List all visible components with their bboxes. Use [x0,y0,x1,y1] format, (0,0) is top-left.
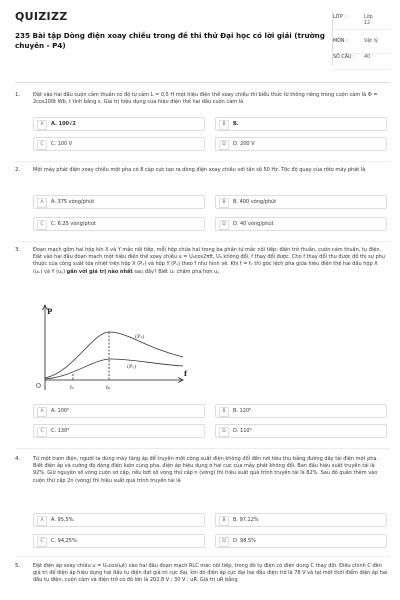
option-c[interactable] [33,534,205,548]
option-text: A. 95,5%. [51,516,75,523]
f0-label: f₀ [106,385,110,391]
option-text: A. 100√2 [51,120,76,127]
y-axis-label: P [47,307,53,316]
question-divider [15,161,390,162]
option-text: B. 97,12% [233,516,259,523]
info-row-count [333,52,391,70]
question-divider [15,556,390,557]
curve-px [45,332,183,378]
option-c[interactable] [33,137,205,151]
question-number: 5. [15,563,21,569]
info-value: 40 [364,55,371,60]
power-frequency-graph [33,302,193,397]
option-text: B. 120⁰. [233,407,253,414]
option-text: D. 40 vòng/phút [233,220,274,227]
option-letter: D [219,537,229,547]
option-text: A. 100⁰ [51,407,70,414]
question-number: 4. [15,456,21,462]
option-letter: C [37,140,47,150]
option-b[interactable] [215,195,387,209]
info-value: Vật lý [364,39,378,44]
worksheet-header [0,0,400,80]
info-label: SỐ CÂU : [333,55,355,60]
option-text: D. 200 V [233,140,255,147]
info-label: MÔN : [333,39,348,44]
option-text: B. [233,120,239,127]
option-a[interactable] [33,513,205,527]
info-label: LỚP : [333,15,347,20]
option-letter: C [37,427,47,437]
option-c[interactable] [33,424,205,438]
option-letter: C [37,220,47,230]
option-text: B. 400 vòng/phút [233,198,277,205]
option-text: C. 100 V [51,140,73,147]
option-text: C. 130⁰ [51,427,70,434]
option-b[interactable] [215,117,387,131]
question-text [33,247,388,276]
question-number: 1. [15,92,21,98]
option-letter: A [37,516,47,526]
option-text: D. 110⁰ [233,427,252,434]
option-letter: B [219,120,229,130]
option-a[interactable] [33,404,205,418]
option-letter: B [219,516,229,526]
option-letter: A [37,407,47,417]
info-value: Lớp 12 [364,15,373,26]
option-text: C. 94,25%. [51,537,79,544]
question-text: Một máy phát điện xoay chiều một pha có 8 cặp cực tạo ra dòng điện xoay chiều với tần số 50 Hz. Tốc độ quay của rôto máy phát là [33,167,366,173]
option-a[interactable] [33,117,205,131]
option-letter: A [37,120,47,130]
question-number: 2. [15,167,21,173]
question-text-main: Đoạn mạch gồm hai hộp kín X và Y mắc nối tiếp, mỗi hộp chứa hai trong ba phần tử mắc nối tiếp: điện trở thuần, cuộn cảm thuần, tụ điện. Đặt vào hai đầu đoạn mạch một hiệu điện thế xoay chiều u = U₀cos2πft, U₀ không đổi, f thay đổi được. Cho f thay đổi thu được đồ thị sự phụ thuộc của công suất tỏa nhiệt trên hộp X (Pₓ) và hộp Y (Pᵧ) theo f như hình vẽ. Khi f = f₁ thì góc lệch pha giữa hiệu điện thế hai đầu hộp X (uₓ) và Y (uᵧ) [33,247,385,275]
option-b[interactable] [215,513,387,527]
question-divider [15,448,390,449]
question-text-tail: sau đây? Biết uₓ chậm pha hơn uᵧ [134,268,220,275]
curve-py [45,359,183,379]
option-text: C. 6,25 vòng/phút [51,220,96,227]
curve-py-label: (Pᵧ) [127,364,137,370]
option-d[interactable] [215,424,387,438]
question-5 [15,563,390,599]
question-2 [15,167,390,237]
option-d[interactable] [215,534,387,548]
option-a[interactable] [33,195,205,209]
question-text: Từ một trạm điện, người ta dùng máy tăng áp để truyền một công suất điện không đổi đến nơi tiêu thụ bằng đường dây tải điện một pha. Biết điện áp và cường độ dòng điện luôn cùng pha, điện áp hiệu dụng ở hai cực của máy phát không đổi. Ban đầu hiệu suất truyền tải là 92%. Giữ nguyên số vòng cuộn sơ cấp, nếu bớt số vòng thứ cấp n (vòng) thì hiệu suất quá trình truyền tải là 82%. Sau đó quấn thêm vào cuộn thứ cấp 2n (vòng) thì hiệu suất quá trình truyền tải là [33,456,379,484]
question-text: Đặt vào hai đầu cuộn cảm thuần có độ tự cảm L = 0,5 H một hiệu điện thế xoay chiều thì biểu thức từ thông riêng trong cuộn cảm là Φ = 2cos100t Wb, t tính bằng s. Giá trị hiệu dụng của hiệu điện thế hai đầu cuộn cảm là [33,92,378,106]
option-b[interactable] [215,404,387,418]
curve-px-label: (Pₓ) [135,334,145,340]
origin-label: O [36,383,41,390]
option-c[interactable] [33,217,205,231]
option-d[interactable] [215,137,387,151]
option-letter: D [219,220,229,230]
quizizz-logo: QUIZIZZ [15,10,68,23]
question-text-emphasis: gần với giá trị nào nhất [66,268,133,275]
f1-label: f₁ [70,385,74,391]
option-letter: D [219,427,229,437]
question-text: Đặt điện áp xoay chiều u = U₀cos(ωt) vào hai đầu đoạn mạch RLC mắc nối tiếp, trong đó tụ điện có điện dung C thay đổi. Điều chỉnh C đến giá trị để điện áp hiệu dụng hai đầu tụ điện đạt giá trị cực đại, khi đó điện áp cực đại hai đầu điện trở là 78 V và tại một thời điểm điện áp hai đầu tụ điện, cuộn cảm và điện trở có độ lớn là 202,8 V ; 30 V ; uR. Giá trị uR bằng [33,563,388,584]
question-4 [15,456,390,551]
option-letter: C [37,537,47,547]
option-letter: D [219,140,229,150]
option-letter: B [219,198,229,208]
page-title: 235 Bài tập Dòng điện xoay chiều trong đề thi thử Đại học có lời giải (trường chuyên - P4) [15,31,325,50]
x-axis-label: f [184,369,188,378]
info-box [332,12,391,66]
info-row-class [333,12,391,30]
option-text: A. 375 vòng/phút [51,198,95,205]
question-1 [15,92,390,158]
question-number: 3. [15,247,21,253]
option-text: D. 98,5% [233,537,256,544]
option-letter: B [219,407,229,417]
option-letter: A [37,198,47,208]
header-divider [15,82,390,83]
option-d[interactable] [215,217,387,231]
question-divider [15,241,390,242]
